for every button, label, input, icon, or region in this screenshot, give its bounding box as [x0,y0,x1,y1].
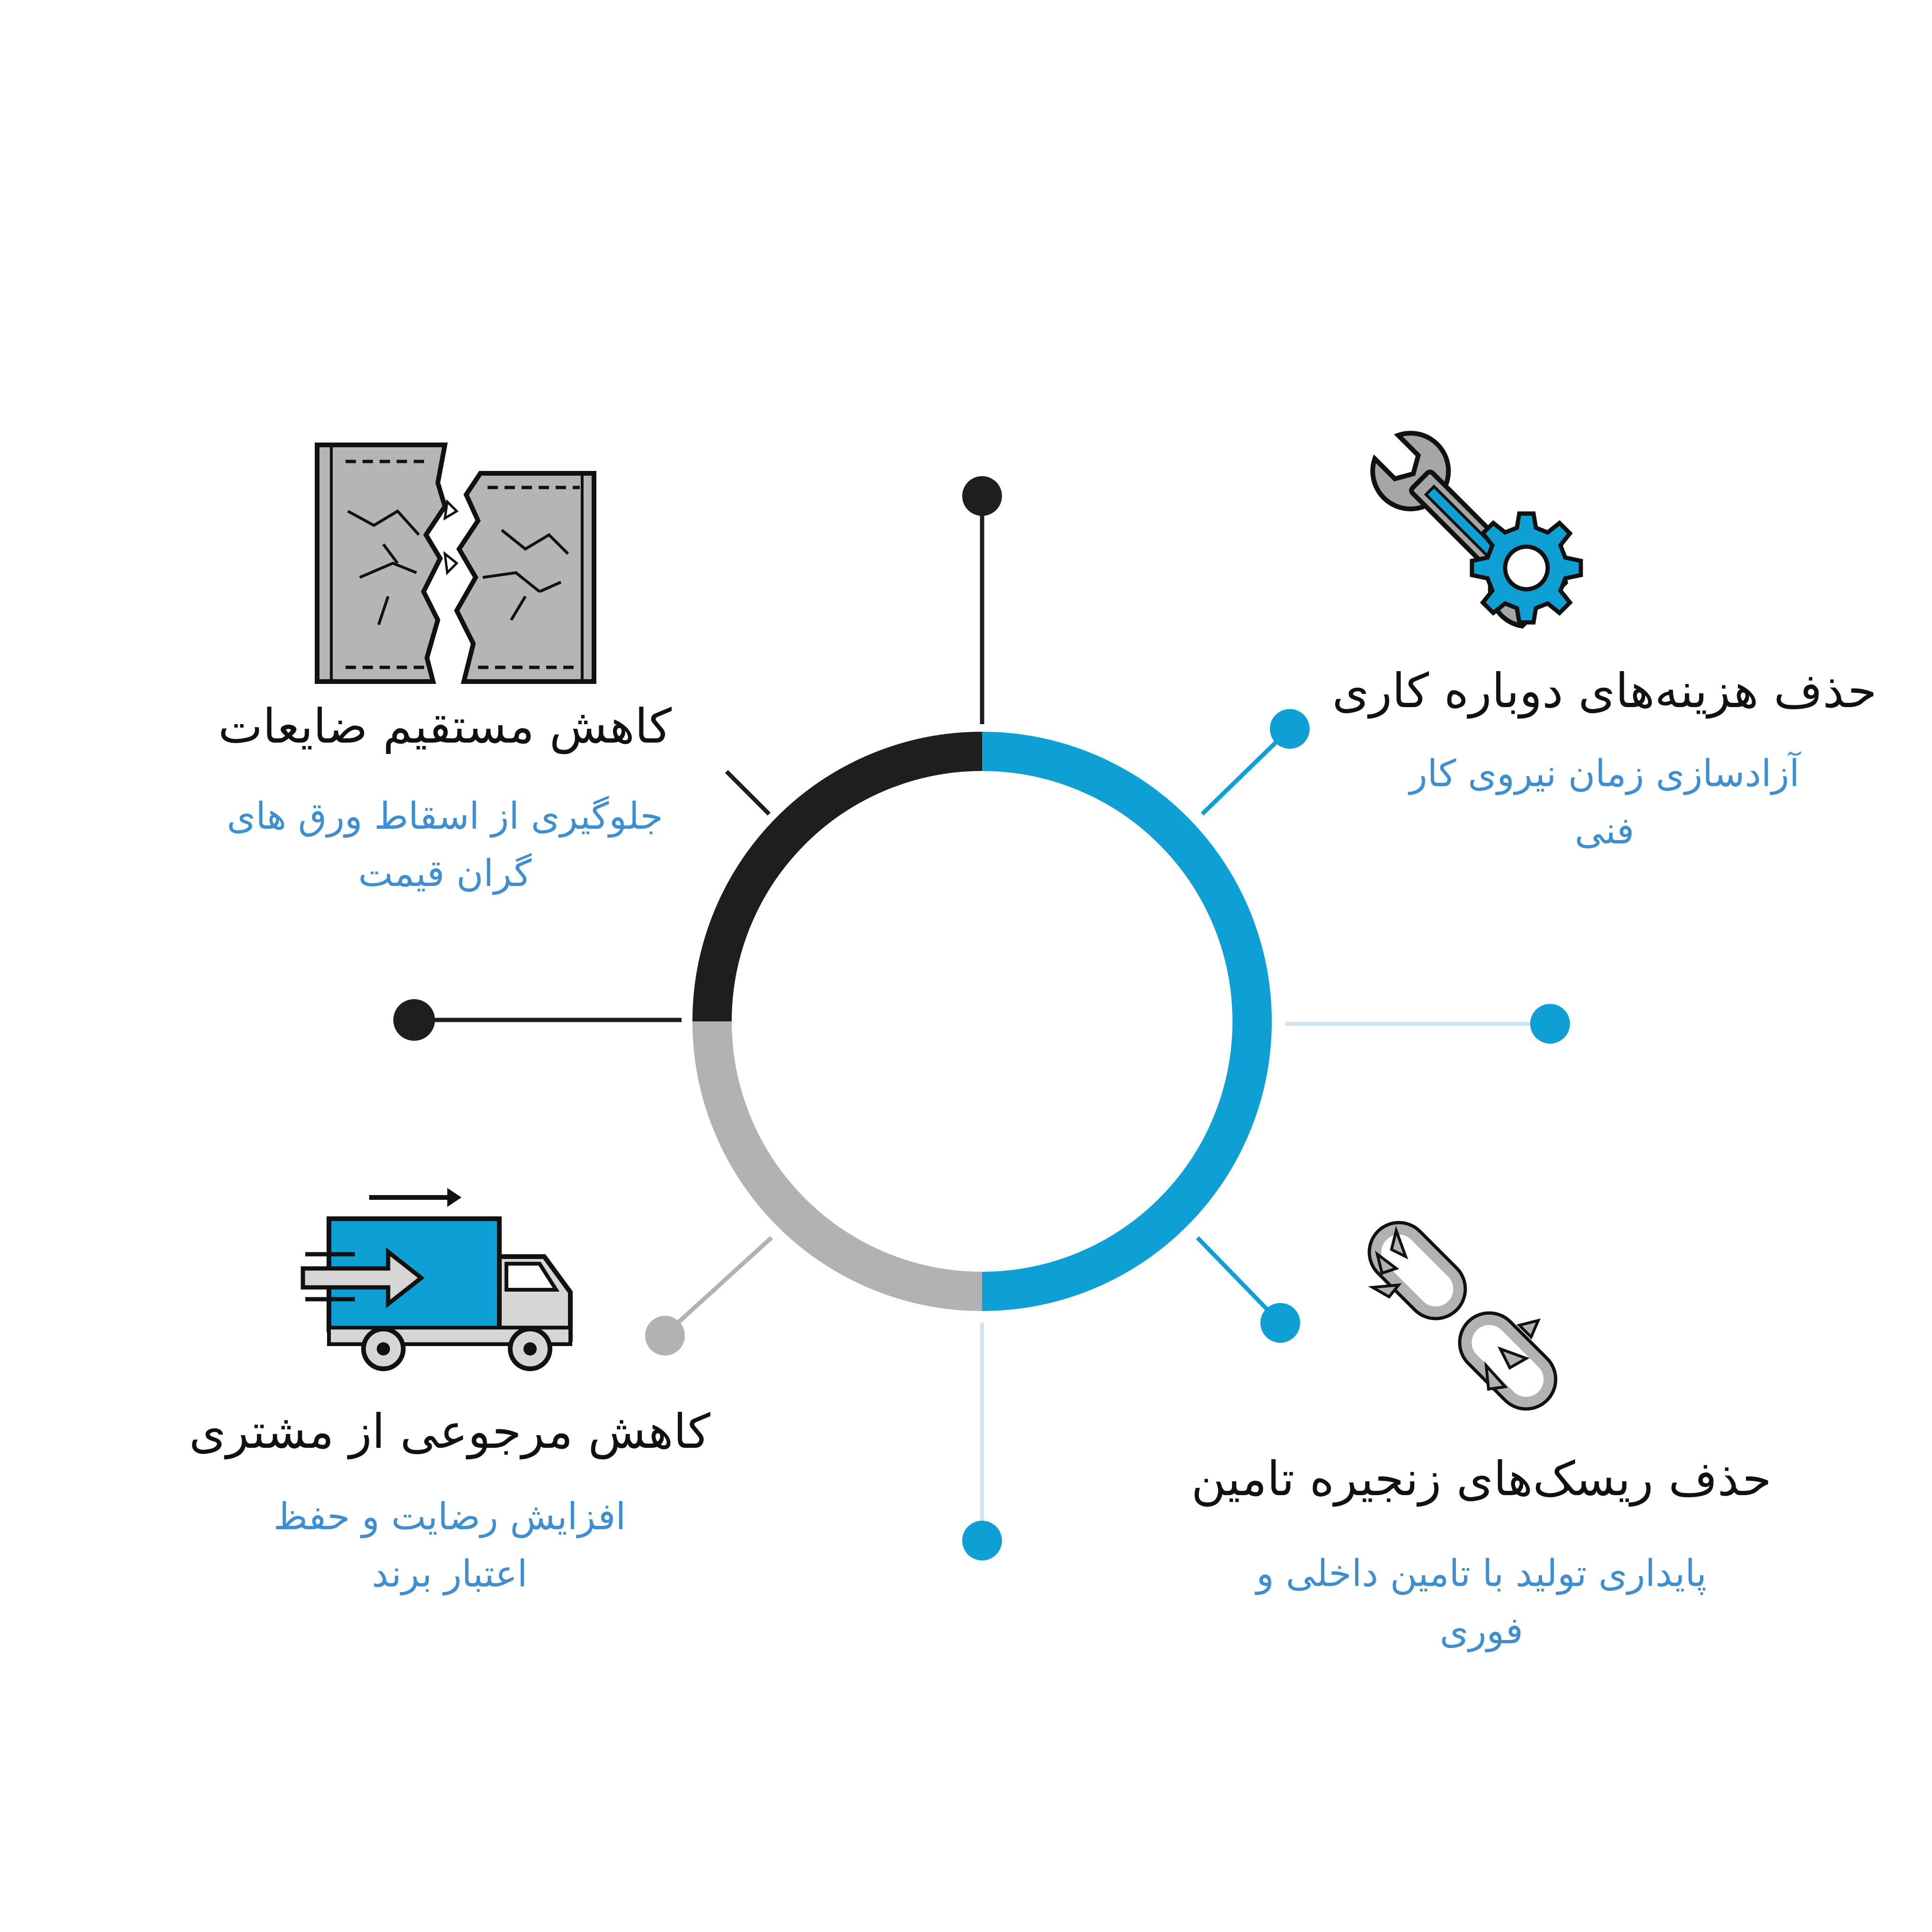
spoke-dot-bottom-right [1260,1303,1300,1343]
broken-sheet-icon [303,435,611,691]
ring-segment-top-left [714,753,982,1021]
item-title: حذف ریسک‌های زنجیره تامین [1191,1451,1772,1507]
spoke-dot-bottom [962,1521,1002,1560]
spoke-dot-top-right [1270,709,1310,749]
spoke-bottom-left [667,1238,771,1332]
spoke-dot-left [393,999,435,1041]
item-title: کاهش مرجوعی از مشتری [189,1404,710,1459]
ring-segments [714,753,1250,1290]
item-title: کاهش مستقیم ضایعات [218,699,672,754]
delivery-truck-icon [298,1183,577,1373]
item-rework-costs [1306,663,1903,860]
item-subtitle: پایداری تولید با تامین داخلی و فوری [1256,1552,1707,1652]
spoke-dot-top [962,476,1002,516]
item-customer-returns [161,1403,738,1603]
ring-segment-right [982,753,1250,1290]
spoke-bottom-right [1197,1238,1278,1320]
spoke-dot-bottom-left [645,1316,685,1356]
item-title: حذف هزینه‌های دوباره کاری [1332,663,1877,718]
ring-segment-bottom-left [714,1021,982,1290]
item-subtitle: جلوگیری از اسقاط ورق های گران قیمت [227,795,663,895]
item-subtitle: افزایش رضایت و حفظ اعتبار برند [273,1496,626,1595]
ring-inner-gap [735,774,1229,1268]
item-subtitle: آزادسازی زمان نیروی کار فنی [1409,753,1800,852]
spoke-dot-right [1530,1004,1570,1044]
item-waste-reduction [170,698,719,903]
spoke-top-left [727,771,769,814]
item-supply-chain-risks [1150,1451,1813,1660]
wrench-gear-icon [1351,426,1588,629]
broken-chain-icon [1363,1202,1562,1429]
